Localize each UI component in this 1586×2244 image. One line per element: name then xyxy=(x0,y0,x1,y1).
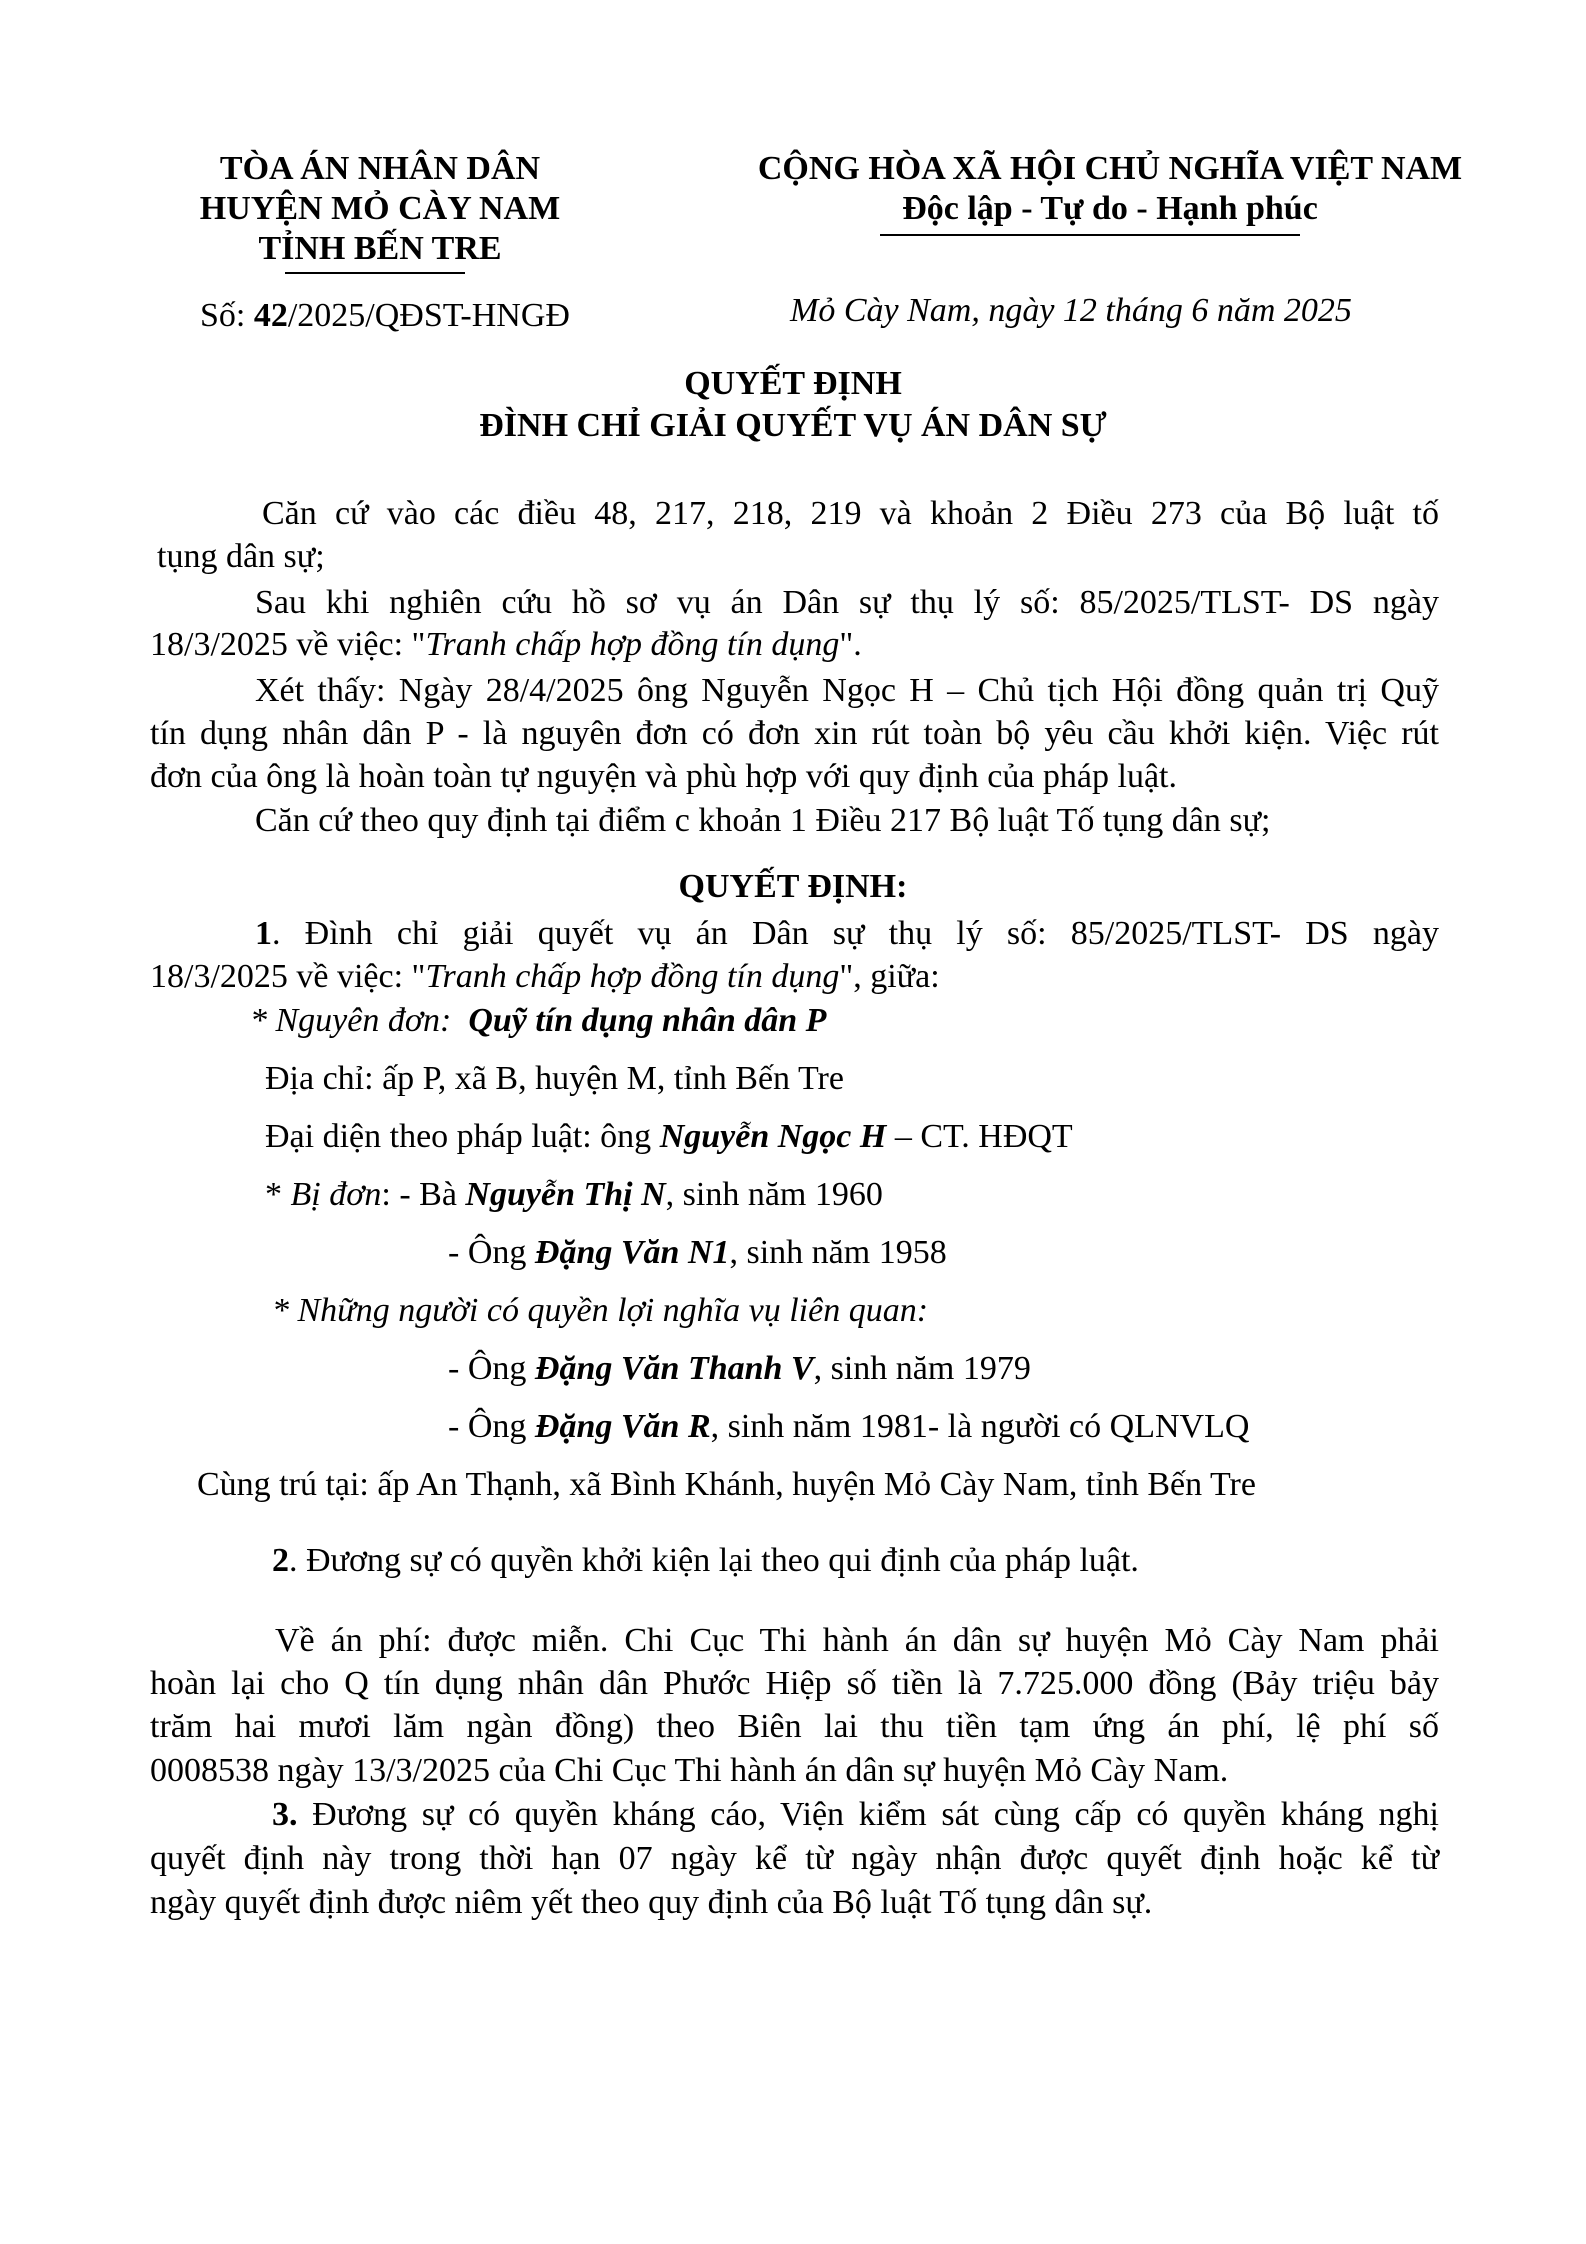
decision-item-2: 2. Đương sự có quyền khởi kiện lại theo qui định của pháp luật. xyxy=(272,1542,1139,1579)
basis-paragraph-line2: tụng dân sự; xyxy=(157,538,325,575)
plaintiff-address: Địa chỉ: ấp P, xã B, huyện M, tỉnh Bến Tre xyxy=(265,1060,844,1097)
finding-paragraph-line3: đơn của ông là hoàn toàn tự nguyện và phù hợp với quy định của pháp luật. xyxy=(150,758,1177,795)
related-party-2: - Ông Đặng Văn R, sinh năm 1981- là người có QLNVLQ xyxy=(448,1408,1250,1445)
defendant-1-line: * Bị đơn: - Bà Nguyễn Thị N, sinh năm 1960 xyxy=(265,1176,883,1213)
court-fee-line1: Về án phí: được miễn. Chi Cục Thi hành án dân sự huyện Mỏ Cày Nam phải xyxy=(275,1622,1439,1659)
national-motto: Độc lập - Tự do - Hạnh phúc xyxy=(902,190,1318,227)
plaintiff-line: * Nguyên đơn: Quỹ tín dụng nhân dân P xyxy=(250,1002,827,1039)
motto-underline xyxy=(880,234,1300,236)
defendant-2-line: - Ông Đặng Văn N1, sinh năm 1958 xyxy=(448,1234,947,1271)
decision-item-1-line1: 1. Đình chỉ giải quyết vụ án Dân sự thụ lý số: 85/2025/TLST- DS ngày xyxy=(255,915,1439,952)
decision-number: Số: 42/2025/QĐST-HNGĐ xyxy=(200,297,570,334)
review-paragraph-line1: Sau khi nghiên cứu hồ sơ vụ án Dân sự thụ lý số: 85/2025/TLST- DS ngày xyxy=(255,584,1439,621)
court-fee-line2: hoàn lại cho Q tín dụng nhân dân Phước Hiệp số tiền là 7.725.000 đồng (Bảy triệu bảy xyxy=(150,1665,1439,1702)
court-name-line2: HUYỆN MỎ CÀY NAM xyxy=(199,190,561,227)
national-title: CỘNG HÒA XÃ HỘI CHỦ NGHĨA VIỆT NAM xyxy=(757,150,1463,187)
finding-paragraph-line2: tín dụng nhân dân P - là nguyên đơn có đơn xin rút toàn bộ yêu cầu khởi kiện. Việc rút xyxy=(150,715,1439,752)
court-name-line3: TỈNH BẾN TRE xyxy=(258,230,502,267)
basis-paragraph-line1: Căn cứ vào các điều 48, 217, 218, 219 và khoản 2 Điều 273 của Bộ luật tố xyxy=(262,495,1439,532)
decision-item-3-line2: quyết định này trong thời hạn 07 ngày kể từ ngày nhận được quyết định hoặc kể từ xyxy=(150,1840,1439,1877)
document-title: QUYẾT ĐỊNH xyxy=(684,365,902,402)
decision-item-3-line3: ngày quyết định được niêm yết theo quy định của Bộ luật Tố tụng dân sự. xyxy=(150,1884,1153,1921)
court-underline xyxy=(285,272,465,274)
legal-basis-paragraph: Căn cứ theo quy định tại điểm c khoản 1 Điều 217 Bộ luật Tố tụng dân sự; xyxy=(255,802,1271,839)
related-parties-label: * Những người có quyền lợi nghĩa vụ liên quan: xyxy=(272,1292,929,1329)
decision-heading: QUYẾT ĐỊNH: xyxy=(678,868,908,905)
legal-representative: Đại diện theo pháp luật: ông Nguyễn Ngọc H – CT. HĐQT xyxy=(265,1118,1073,1155)
review-paragraph-line2: 18/3/2025 về việc: "Tranh chấp hợp đồng tín dụng". xyxy=(150,626,862,663)
court-fee-line4: 0008538 ngày 13/3/2025 của Chi Cục Thi hành án dân sự huyện Mỏ Cày Nam. xyxy=(150,1752,1229,1789)
issue-date: Mỏ Cày Nam, ngày 12 tháng 6 năm 2025 xyxy=(790,292,1352,329)
decision-item-1-line2: 18/3/2025 về việc: "Tranh chấp hợp đồng tín dụng", giữa: xyxy=(150,958,940,995)
finding-paragraph-line1: Xét thấy: Ngày 28/4/2025 ông Nguyễn Ngọc H – Chủ tịch Hội đồng quản trị Quỹ xyxy=(255,672,1439,709)
related-party-1: - Ông Đặng Văn Thanh V, sinh năm 1979 xyxy=(448,1350,1031,1387)
court-fee-line3: trăm hai mươi lăm ngàn đồng) theo Biên lai thu tiền tạm ứng án phí, lệ phí số xyxy=(150,1708,1439,1745)
decision-item-3-line1: 3. Đương sự có quyền kháng cáo, Viện kiểm sát cùng cấp có quyền kháng nghị xyxy=(272,1796,1439,1833)
document-subtitle: ĐÌNH CHỈ GIẢI QUYẾT VỤ ÁN DÂN SỰ xyxy=(479,407,1107,444)
court-name-line1: TÒA ÁN NHÂN DÂN xyxy=(219,150,541,187)
shared-residence: Cùng trú tại: ấp An Thạnh, xã Bình Khánh, huyện Mỏ Cày Nam, tỉnh Bến Tre xyxy=(197,1466,1256,1503)
